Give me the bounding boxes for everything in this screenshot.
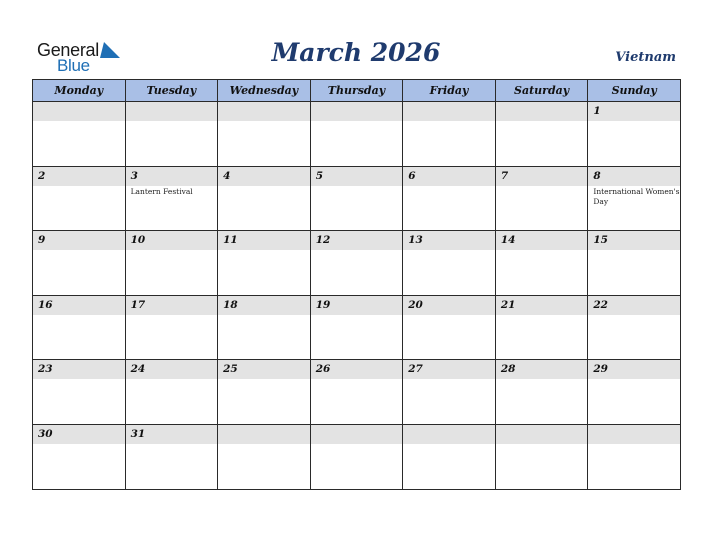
weekday-header: Tuesday	[125, 80, 218, 102]
day-cell	[495, 360, 588, 425]
day-number: 12	[311, 231, 403, 250]
day-number: 5	[311, 167, 403, 186]
weekday-header: Friday	[403, 80, 496, 102]
weekday-header: Saturday	[495, 80, 588, 102]
day-number: 3	[126, 167, 218, 186]
day-cell	[125, 360, 218, 425]
day-cell	[403, 295, 496, 360]
day-cell	[33, 102, 126, 167]
day-number: 23	[33, 360, 125, 379]
day-number	[403, 425, 495, 444]
day-cell	[403, 360, 496, 425]
day-cell	[403, 166, 496, 231]
day-cell	[310, 166, 403, 231]
day-number: 20	[403, 296, 495, 315]
day-number: 13	[403, 231, 495, 250]
day-number: 25	[218, 360, 310, 379]
weekday-header: Monday	[33, 80, 126, 102]
day-cell	[218, 102, 311, 167]
day-number	[588, 425, 680, 444]
day-cell	[495, 231, 588, 296]
day-number: 24	[126, 360, 218, 379]
page-title: March 2026	[271, 38, 441, 67]
day-cell	[310, 424, 403, 489]
day-number: 15	[588, 231, 680, 250]
day-number: 9	[33, 231, 125, 250]
weekday-header-row	[33, 80, 681, 102]
day-number	[218, 102, 310, 121]
day-number: 18	[218, 296, 310, 315]
weekday-header: Sunday	[588, 80, 681, 102]
day-cell	[310, 360, 403, 425]
weekday-header: Wednesday	[218, 80, 311, 102]
day-cell	[495, 166, 588, 231]
day-number: 16	[33, 296, 125, 315]
week-row	[33, 231, 681, 296]
day-cell	[495, 295, 588, 360]
day-cell	[33, 295, 126, 360]
day-number: 11	[218, 231, 310, 250]
day-number: 22	[588, 296, 680, 315]
day-cell	[310, 102, 403, 167]
day-cell	[125, 166, 218, 231]
day-number: 27	[403, 360, 495, 379]
calendar-body	[33, 102, 681, 490]
day-cell	[495, 424, 588, 489]
weekday-header: Thursday	[310, 80, 403, 102]
day-cell	[310, 295, 403, 360]
day-number: 6	[403, 167, 495, 186]
week-row	[33, 424, 681, 489]
day-cell	[33, 424, 126, 489]
day-cell	[218, 295, 311, 360]
day-cell	[125, 102, 218, 167]
day-number	[403, 102, 495, 121]
day-number	[311, 102, 403, 121]
day-number: 19	[311, 296, 403, 315]
week-row	[33, 102, 681, 167]
day-cell	[403, 231, 496, 296]
day-number: 21	[496, 296, 588, 315]
day-number: 14	[496, 231, 588, 250]
day-cell	[310, 231, 403, 296]
day-number: 17	[126, 296, 218, 315]
day-cell	[588, 231, 681, 296]
day-number: 8	[588, 167, 680, 186]
day-cell	[495, 102, 588, 167]
day-cell	[588, 102, 681, 167]
week-row	[33, 360, 681, 425]
day-number	[218, 425, 310, 444]
day-number	[126, 102, 218, 121]
day-number: 1	[588, 102, 680, 121]
day-cell	[125, 231, 218, 296]
day-cell	[33, 166, 126, 231]
day-number	[496, 102, 588, 121]
day-number: 26	[311, 360, 403, 379]
holiday-label: Lantern Festival	[130, 186, 193, 196]
day-number: 2	[33, 167, 125, 186]
day-number	[311, 425, 403, 444]
brand-name-blue: Blue	[57, 56, 90, 75]
holiday-label: International Women's Day	[593, 186, 680, 206]
day-number: 31	[126, 425, 218, 444]
day-cell	[403, 424, 496, 489]
day-number: 29	[588, 360, 680, 379]
day-cell	[588, 166, 681, 231]
day-number	[496, 425, 588, 444]
day-number	[33, 102, 125, 121]
day-cell	[218, 166, 311, 231]
day-number: 4	[218, 167, 310, 186]
country-label: Vietnam	[615, 50, 676, 65]
day-cell	[588, 360, 681, 425]
day-cell	[403, 102, 496, 167]
day-cell	[588, 295, 681, 360]
day-cell	[33, 360, 126, 425]
day-cell	[125, 424, 218, 489]
calendar-grid	[32, 79, 681, 490]
week-row	[33, 295, 681, 360]
day-cell	[33, 231, 126, 296]
day-cell	[218, 360, 311, 425]
day-number: 10	[126, 231, 218, 250]
week-row	[33, 166, 681, 231]
brand-name-general: General	[37, 40, 99, 60]
day-number: 30	[33, 425, 125, 444]
day-cell	[218, 231, 311, 296]
day-cell	[218, 424, 311, 489]
day-cell	[125, 295, 218, 360]
day-cell	[588, 424, 681, 489]
day-number: 7	[496, 167, 588, 186]
day-number: 28	[496, 360, 588, 379]
